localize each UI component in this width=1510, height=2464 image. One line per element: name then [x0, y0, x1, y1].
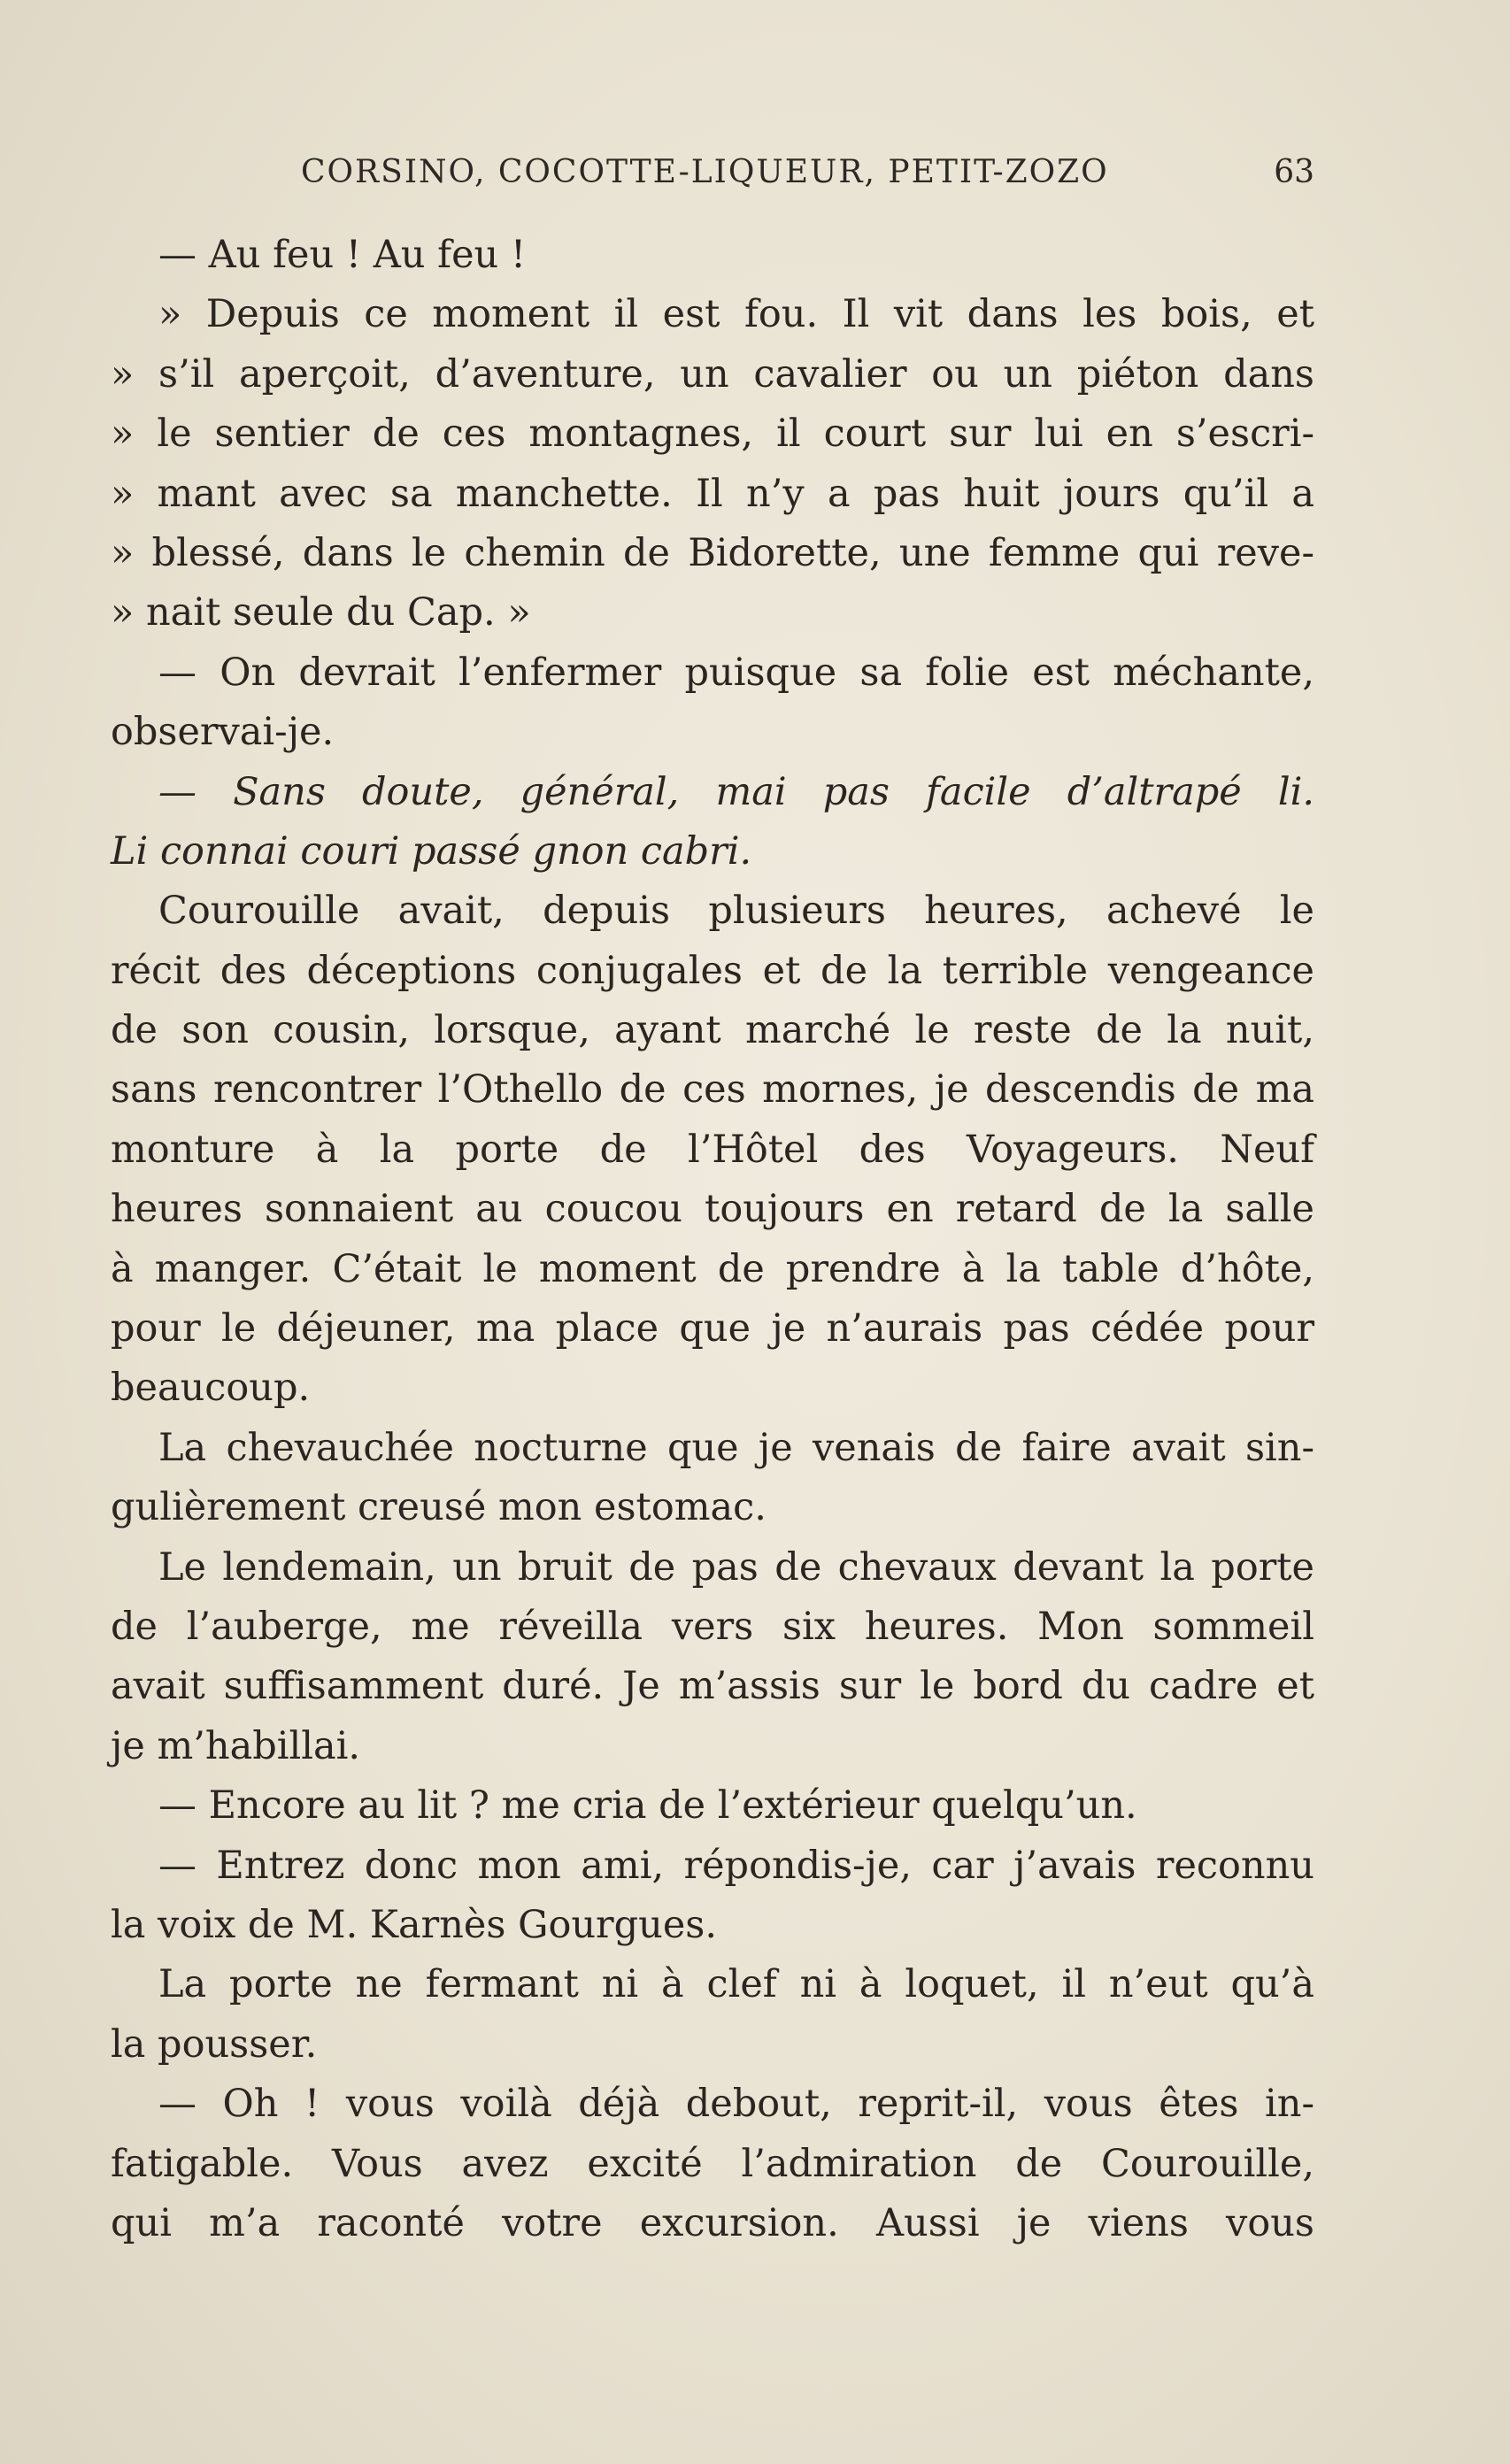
text-line: gulièrement creusé mon estomac.: [111, 1485, 767, 1530]
running-head: [111, 154, 1314, 198]
text-line: — On devrait l’enfermer puisque sa folie est méchante,: [158, 650, 1314, 695]
text-line: Li connai couri passé gnon cabri.: [111, 828, 752, 874]
text-line: je m’habillai.: [111, 1723, 361, 1768]
text-line: beaucoup.: [111, 1366, 311, 1411]
text-line: — Oh ! vous voilà déjà debout, reprit-il, vous êtes in-: [158, 2082, 1314, 2127]
text-line: pour le déjeuner, ma place que je n’aurais pas cédée pour: [111, 1306, 1314, 1351]
text-line: fatigable. Vous avez excité l’admiration de Courouille,: [111, 2141, 1314, 2186]
text-line: la voix de M. Karnès Gourgues.: [111, 1902, 717, 1947]
text-line: — Encore au lit ? me cria de l’extérieur quelqu’un.: [158, 1783, 1137, 1829]
text-line: sans rencontrer l’Othello de ces mornes, je descendis de ma: [111, 1067, 1314, 1113]
text-line: heures sonnaient au coucou toujours en retard de la salle: [111, 1187, 1314, 1232]
text-line: — Au feu ! Au feu !: [158, 233, 527, 277]
text-line: » le sentier de ces montagnes, il court sur lui en s’escri-: [111, 412, 1314, 457]
text-line: » Depuis ce moment il est fou. Il vit dans les bois, et: [158, 292, 1314, 337]
text-line: avait suffisamment duré. Je m’assis sur le bord du cadre et: [111, 1664, 1314, 1709]
text-line: — Entrez donc mon ami, répondis-je, car j’avais reconnu: [158, 1843, 1314, 1888]
running-title: CORSINO, COCOTTE-LIQUEUR, PETIT-ZOZO: [301, 154, 1109, 190]
text-line: — Sans doute, général, mai pas facile d’altrapé li.: [158, 769, 1314, 814]
text-line: de son cousin, lorsque, ayant marché le reste de la nuit,: [111, 1008, 1314, 1053]
text-line: » blessé, dans le chemin de Bidorette, une femme qui reve-: [111, 530, 1314, 575]
text-line: qui m’a raconté votre excursion. Aussi je viens vous: [111, 2200, 1314, 2245]
text-line: » nait seule du Cap. »: [111, 590, 531, 635]
text-line: Le lendemain, un bruit de pas de chevaux devant la porte: [158, 1544, 1314, 1590]
text-line: de l’auberge, me réveilla vers six heures. Mon sommeil: [111, 1604, 1314, 1649]
text-line: observai-je.: [111, 710, 335, 755]
page-number: 63: [1274, 154, 1314, 190]
text-line: La porte ne fermant ni à clef ni à loquet, il n’eut qu’à: [158, 1962, 1314, 2007]
text-line: Courouille avait, depuis plusieurs heures, achevé le: [158, 889, 1314, 934]
text-line: récit des déceptions conjugales et de la terrible vengeance: [111, 948, 1314, 993]
text-line: la pousser.: [111, 2021, 318, 2067]
text-line: à manger. C’était le moment de prendre à la table d’hôte,: [111, 1246, 1314, 1291]
text-line: monture à la porte de l’Hôtel des Voyageurs. Neuf: [111, 1127, 1314, 1172]
text-line: La chevauchée nocturne que je venais de faire avait sin-: [158, 1425, 1314, 1470]
text-line: » mant avec sa manchette. Il n’y a pas huit jours qu’il a: [111, 471, 1314, 516]
body-text: [111, 226, 1314, 2253]
text-line: » s’il aperçoit, d’aventure, un cavalier ou un piéton dans: [111, 351, 1314, 397]
